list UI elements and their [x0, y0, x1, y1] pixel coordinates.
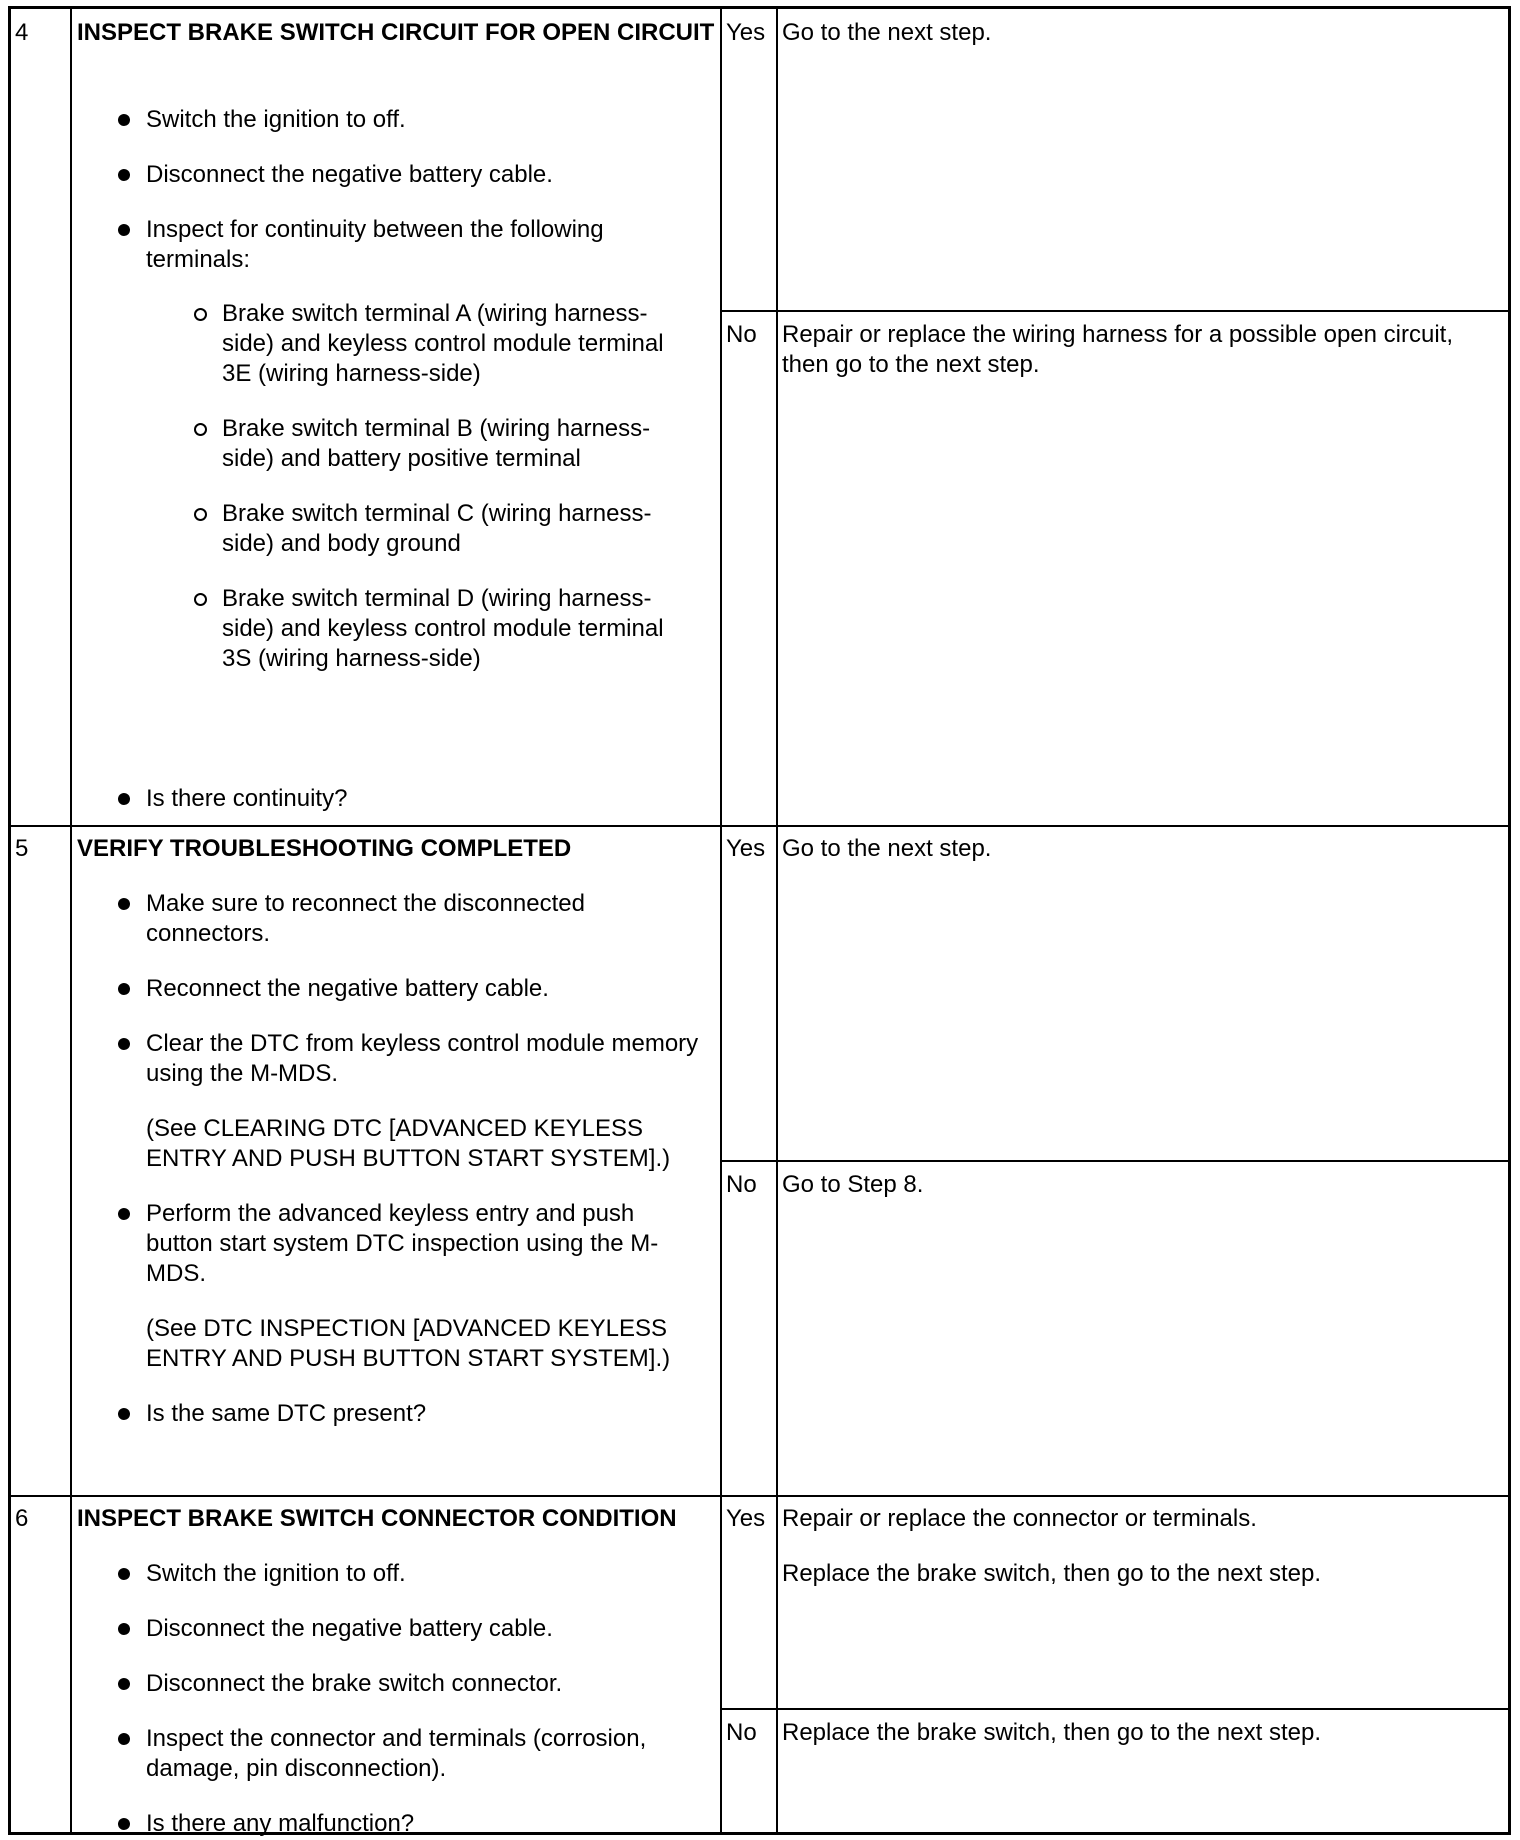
bullet-item: Is there continuity?	[70, 784, 700, 814]
troubleshooting-table	[8, 6, 1511, 1835]
step-number: 6	[15, 1505, 29, 1532]
row6-yes-no-divider	[720, 1708, 1508, 1710]
no-action: Replace the brake switch, then go to the next step.	[782, 1719, 1321, 1746]
bullet-item: Switch the ignition to off.	[70, 1559, 700, 1589]
bullet-item: Inspect the connector and terminals (corrosion, damage, pin disconnection).	[70, 1724, 700, 1784]
bullet-item: Is there any malfunction?	[70, 1809, 700, 1839]
reference-note: (See DTC INSPECTION [ADVANCED KEYLESS ENTRY AND PUSH BUTTON START SYSTEM].)	[146, 1315, 671, 1372]
yes-action: Go to the next step.	[782, 19, 992, 46]
no-label: No	[726, 321, 757, 348]
bullet-item: Make sure to reconnect the disconnected connectors.	[70, 889, 700, 949]
bullet-item: Switch the ignition to off.	[70, 105, 700, 135]
step-6-bullets	[70, 1559, 700, 1839]
column-divider-result	[776, 9, 778, 1832]
yes-label: Yes	[726, 1505, 766, 1532]
step-title: VERIFY TROUBLESHOOTING COMPLETED	[77, 835, 572, 862]
yes-label: Yes	[726, 835, 766, 862]
step-number: 4	[15, 19, 29, 46]
bullet-item: Perform the advanced keyless entry and push button start system DTC inspection using the M-MDS.	[70, 1199, 700, 1289]
no-action: Repair or replace the wiring harness for a possible open circuit, then go to the next step.	[782, 321, 1454, 378]
step-4-bullets	[70, 105, 700, 275]
yes-action: Repair or replace the connector or terminals.	[782, 1505, 1257, 1532]
bullet-item: Disconnect the negative battery cable.	[70, 1614, 700, 1644]
bullet-item: Disconnect the negative battery cable.	[70, 160, 700, 190]
row-divider-4-5	[11, 825, 1508, 827]
reference-note: (See CLEARING DTC [ADVANCED KEYLESS ENTRY AND PUSH BUTTON START SYSTEM].)	[146, 1115, 671, 1172]
row5-yes-no-divider	[720, 1160, 1508, 1162]
step-number: 5	[15, 835, 29, 862]
yes-label: Yes	[726, 19, 766, 46]
bullet-item: Inspect for continuity between the following terminals:	[70, 215, 700, 275]
no-action: Go to Step 8.	[782, 1171, 924, 1198]
bullet-item: Is the same DTC present?	[70, 1399, 700, 1429]
sub-bullet-item: Brake switch terminal A (wiring harness-side) and keyless control module terminal 3E (wiring harness-side)	[70, 299, 670, 389]
yes-action-secondary: Replace the brake switch, then go to the next step.	[782, 1560, 1321, 1587]
step-title: INSPECT BRAKE SWITCH CIRCUIT FOR OPEN CIRCUIT	[77, 19, 715, 46]
step-4-question	[70, 784, 700, 814]
step-title: INSPECT BRAKE SWITCH CONNECTOR CONDITION	[77, 1505, 677, 1532]
bullet-item: Clear the DTC from keyless control module memory using the M-MDS.	[70, 1029, 700, 1089]
sub-bullet-item: Brake switch terminal C (wiring harness-side) and body ground	[70, 499, 670, 559]
sub-bullet-item: Brake switch terminal B (wiring harness-side) and battery positive terminal	[70, 414, 670, 474]
row-divider-5-6	[11, 1495, 1508, 1497]
step-4-subitems	[70, 299, 670, 674]
bullet-item: Reconnect the negative battery cable.	[70, 974, 700, 1004]
step-5-bullets	[70, 889, 700, 1429]
column-divider-inspection	[720, 9, 722, 1832]
yes-action: Go to the next step.	[782, 835, 992, 862]
no-label: No	[726, 1719, 757, 1746]
bullet-item: Disconnect the brake switch connector.	[70, 1669, 700, 1699]
sub-bullet-item: Brake switch terminal D (wiring harness-side) and keyless control module terminal 3S (wiring harness-side)	[70, 584, 670, 674]
no-label: No	[726, 1171, 757, 1198]
row4-yes-no-divider	[720, 310, 1508, 312]
